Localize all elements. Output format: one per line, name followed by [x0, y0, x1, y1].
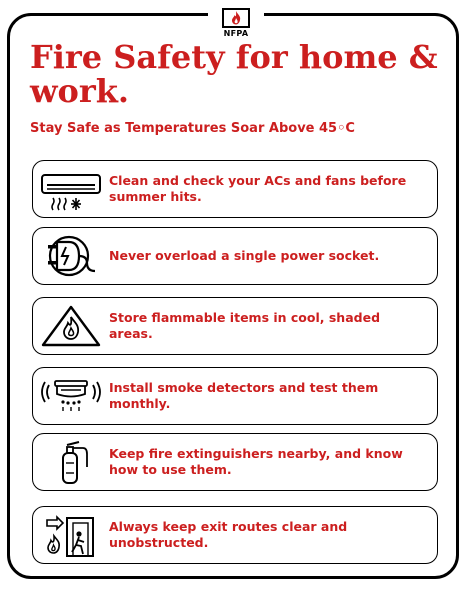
tip-text: Keep fire extinguishers nearby, and know how to use them.: [109, 446, 403, 477]
smoke-detector-icon: [39, 373, 103, 419]
logo: [208, 0, 264, 36]
flammable-warning-icon: [39, 303, 103, 349]
nfpa-logo-icon: [222, 8, 250, 28]
fire-extinguisher-icon: [39, 439, 103, 485]
tip-card-extinguisher: [32, 433, 438, 491]
logo-text: NFPA: [223, 29, 249, 38]
tip-card-exit: [32, 506, 438, 564]
tip-text: Store flammable items in cool, shaded areas.: [109, 310, 381, 341]
tip-text: Always keep exit routes clear and unobstructed.: [109, 519, 348, 550]
page-subtitle: Stay Safe as Temperatures Soar Above 45◦C: [30, 121, 355, 136]
tip-card-smoke: [32, 367, 438, 425]
tip-card-flammable: [32, 297, 438, 355]
tip-card-ac: [32, 160, 438, 218]
tip-card-socket: [32, 227, 438, 285]
emergency-exit-icon: [39, 512, 103, 558]
power-plug-icon: [39, 233, 103, 279]
tip-text: Clean and check your ACs and fans before summer hits.: [109, 173, 407, 204]
tip-text: Never overload a single power socket.: [109, 248, 380, 263]
tip-text: Install smoke detectors and test them monthly.: [109, 380, 379, 411]
air-conditioner-icon: [39, 166, 103, 212]
page-title: Fire Safety for home & work.: [30, 38, 438, 110]
